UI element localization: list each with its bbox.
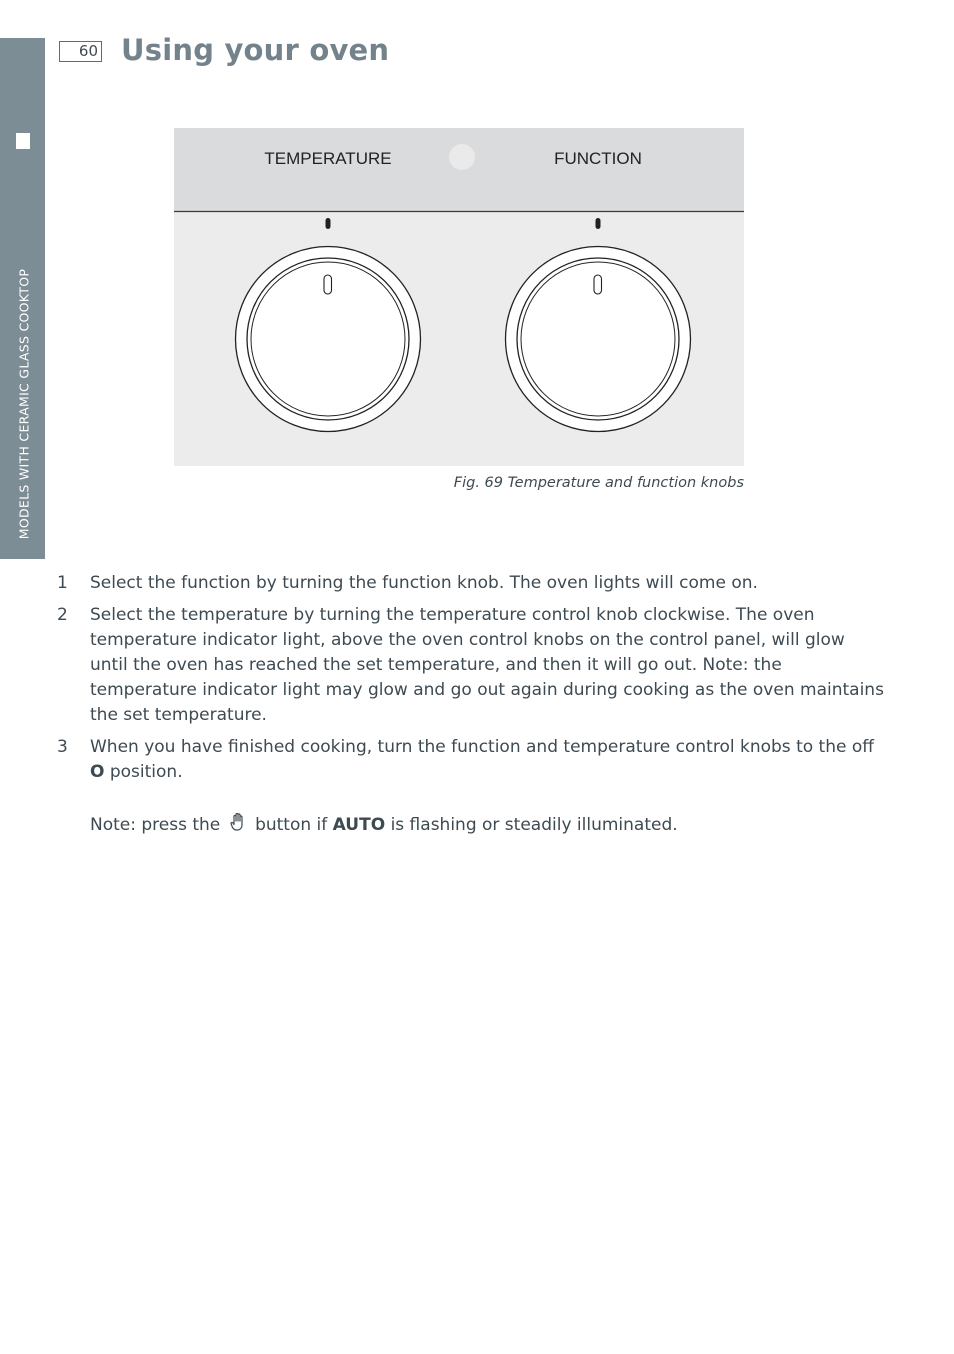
note-text-start: Note: press the xyxy=(90,815,221,835)
step-number: 2 xyxy=(57,605,68,625)
step-number: 3 xyxy=(57,737,68,757)
step-text-start: When you have finished cooking, turn the function and temperature control knobs to the off xyxy=(90,737,874,757)
function-tick-mark xyxy=(596,218,601,229)
step-number: 1 xyxy=(57,573,68,593)
temperature-label: TEMPERATURE xyxy=(264,149,392,168)
temperature-tick-mark xyxy=(326,218,331,229)
sidebar-tab xyxy=(0,38,45,559)
indicator-light xyxy=(449,144,475,170)
temperature-knob xyxy=(236,247,421,432)
step-text: Select the temperature by turning the temperature control knob clockwise. The oven temperature indicator light, above the oven control knobs on the control panel, will glow until the oven has reached the set temperature, and then it will go out. Note: the temperature indicator light may glow and go out again during cooking as the oven maintains the set temperature. xyxy=(90,605,884,725)
page-number: 60 xyxy=(59,41,102,62)
auto-note xyxy=(90,812,678,840)
sidebar-section-label: MODELS WITH CERAMIC GLASS COOKTOP xyxy=(16,268,32,540)
instruction-steps xyxy=(57,571,887,792)
step-text-end: position. xyxy=(104,762,183,782)
auto-label: AUTO xyxy=(332,815,386,835)
step-item xyxy=(57,571,887,596)
page-title: Using your oven xyxy=(121,33,390,67)
sidebar-marker xyxy=(16,133,30,149)
step-item xyxy=(57,735,887,785)
step-item xyxy=(57,603,887,728)
off-position-symbol: O xyxy=(90,762,105,782)
temperature-knob-pointer xyxy=(324,275,332,294)
function-knob-pointer xyxy=(594,275,602,294)
figure-caption: Fig. 69 Temperature and function knobs xyxy=(453,475,744,491)
step-text xyxy=(90,735,887,785)
function-knob xyxy=(506,247,691,432)
function-label: FUNCTION xyxy=(554,149,642,168)
oven-control-panel-figure xyxy=(174,128,744,466)
note-text-middle: button if xyxy=(255,815,328,835)
hand-icon xyxy=(230,812,246,840)
step-text: Select the function by turning the function knob. The oven lights will come on. xyxy=(90,573,758,593)
panel-top xyxy=(174,128,744,212)
note-text-end: is flashing or steadily illuminated. xyxy=(390,815,678,835)
